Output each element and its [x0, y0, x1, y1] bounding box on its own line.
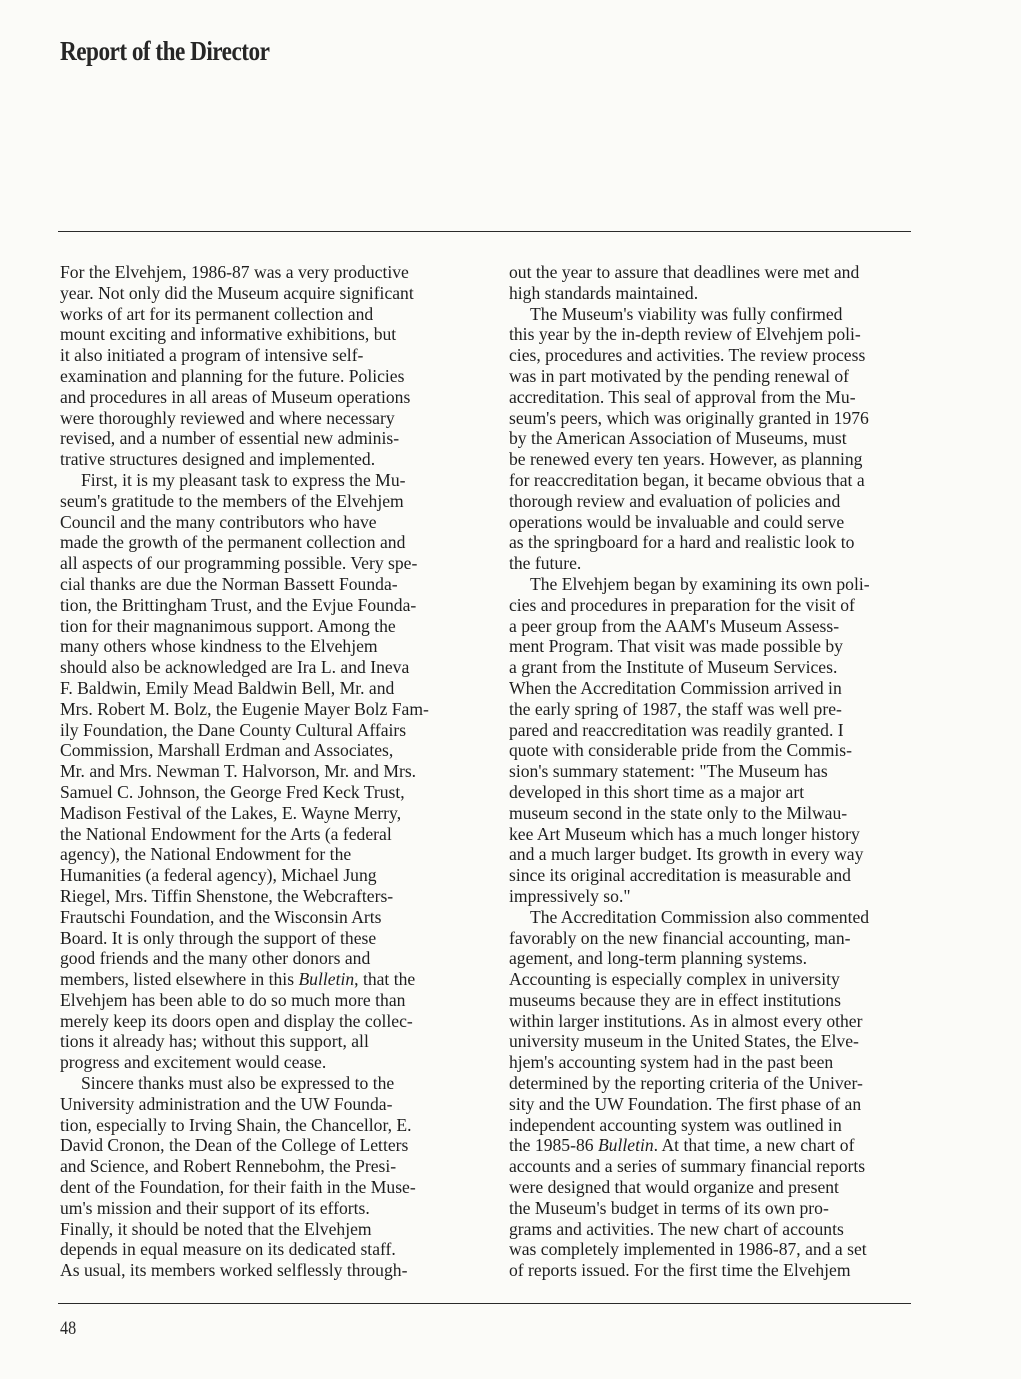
text-line: favorably on the new financial accounting, man- — [509, 927, 851, 948]
italic-title: Bulletin — [298, 969, 355, 990]
italic-title: Bulletin — [597, 1135, 654, 1156]
text-line: works of art for its permanent collection and — [60, 303, 374, 324]
text-line: Accounting is especially complex in university — [509, 969, 840, 990]
text-line: and procedures in all areas of Museum operations — [60, 386, 411, 407]
text-line: a peer group from the AAM's Museum Assess- — [509, 615, 840, 636]
text-line: When the Accreditation Commission arrived in — [509, 677, 842, 698]
text-line: good friends and the many other donors and — [60, 948, 371, 969]
text-line: a grant from the Institute of Museum Services. — [509, 657, 838, 678]
text-line: ily Foundation, the Dane County Cultural Affairs — [60, 719, 407, 740]
text-line: examination and planning for the future. Policies — [60, 365, 405, 386]
text-line: University administration and the UW Founda- — [60, 1093, 393, 1114]
text-line: The Museum's viability was fully confirmed — [530, 303, 843, 324]
text-line: the Museum's budget in terms of its own pro- — [509, 1197, 829, 1218]
text-line: tion, the Brittingham Trust, and the Evjue Founda- — [60, 594, 417, 615]
page-number: 48 — [60, 1318, 77, 1339]
text-line: ment Program. That visit was made possible by — [509, 636, 843, 657]
text-line: should also be acknowledged are Ira L. and Ineva — [60, 657, 410, 678]
text-line: Commission, Marshall Erdman and Associates, — [60, 740, 394, 761]
text-line: cial thanks are due the Norman Bassett Founda- — [60, 573, 398, 594]
text-line: was completely implemented in 1986-87, and a set — [509, 1239, 867, 1260]
text-line: be renewed every ten years. However, as planning — [509, 449, 863, 470]
text-line: out the year to assure that deadlines were met and — [509, 262, 860, 282]
text-line: um's mission and their support of its efforts. — [60, 1197, 370, 1218]
text-line: hjem's accounting system had in the past been — [509, 1052, 834, 1073]
text-line: Madison Festival of the Lakes, E. Wayne Merry, — [60, 802, 402, 823]
text-line: by the American Association of Museums, must — [509, 428, 847, 449]
left-column — [60, 262, 468, 1281]
text-line: depends in equal measure on its dedicated staff. — [60, 1239, 396, 1260]
right-column — [509, 262, 917, 1281]
text-fragment: . At that time, a new chart of — [653, 1135, 855, 1156]
text-line — [60, 969, 468, 990]
text-line: was in part motivated by the pending renewal of — [509, 365, 850, 386]
text-line: accounts and a series of summary financial reports — [509, 1156, 866, 1177]
text-line: mount exciting and informative exhibitions, but — [60, 324, 397, 345]
text-line — [509, 1135, 917, 1156]
text-line: and a much larger budget. Its growth in every way — [509, 844, 864, 865]
text-line: Mrs. Robert M. Bolz, the Eugenie Mayer Bolz Fam- — [60, 698, 429, 719]
text-line: sion's summary statement: "The Museum has — [509, 761, 828, 782]
text-line: impressively so." — [509, 885, 631, 906]
text-line: The Accreditation Commission also commented — [530, 906, 870, 927]
text-line: kee Art Museum which has a much longer history — [509, 823, 860, 844]
text-line: tions it already has; without this support, all — [60, 1031, 369, 1052]
running-head: Report of the Director — [60, 36, 270, 66]
text-line: progress and excitement would cease. — [60, 1052, 327, 1073]
text-line: thorough review and evaluation of policies and — [509, 490, 841, 511]
text-line: tion for their magnanimous support. Among the — [60, 615, 396, 636]
text-line: high standards maintained. — [509, 282, 699, 303]
text-fragment: the 1985-86 — [509, 1135, 598, 1156]
text-line: trative structures designed and implemented. — [60, 449, 376, 470]
text-line: revised, and a number of essential new adminis- — [60, 428, 400, 449]
text-line: year. Not only did the Museum acquire significant — [60, 282, 414, 303]
text-line: merely keep its doors open and display the collec- — [60, 1010, 413, 1031]
text-line: agency), the National Endowment for the — [60, 844, 352, 865]
text-line: since its original accreditation is measurable and — [509, 865, 851, 886]
text-line: all aspects of our programming possible. Very spe- — [60, 553, 418, 574]
text-line: accreditation. This seal of approval from the Mu- — [509, 386, 856, 407]
text-line: developed in this short time as a major art — [509, 781, 805, 802]
bottom-rule — [58, 1303, 911, 1304]
text-line: of reports issued. For the first time the Elvehjem — [509, 1260, 851, 1281]
text-line: sity and the UW Foundation. The first phase of an — [509, 1093, 862, 1114]
text-line: Humanities (a federal agency), Michael Jung — [60, 865, 377, 886]
text-line: Samuel C. Johnson, the George Fred Keck Trust, — [60, 781, 405, 802]
text-line: many others whose kindness to the Elvehjem — [60, 636, 378, 657]
text-line: Frautschi Foundation, and the Wisconsin Arts — [60, 906, 382, 927]
text-line: First, it is my pleasant task to express the Mu- — [81, 469, 406, 490]
text-line: seum's peers, which was originally granted in 1976 — [509, 407, 869, 428]
text-line: as the springboard for a hard and realistic look to — [509, 532, 855, 553]
text-line: the future. — [509, 553, 582, 574]
text-line: David Cronon, the Dean of the College of Letters — [60, 1135, 409, 1156]
text-line: quote with considerable pride from the Commis- — [509, 740, 853, 761]
text-line: university museum in the United States, the Elve- — [509, 1031, 859, 1052]
text-line: it also initiated a program of intensive self- — [60, 345, 364, 366]
text-line: Finally, it should be noted that the Elvehjem — [60, 1218, 372, 1239]
text-line: seum's gratitude to the members of the Elvehjem — [60, 490, 404, 511]
top-rule — [58, 231, 911, 232]
text-line: pared and reaccreditation was readily granted. I — [509, 719, 844, 740]
text-line: were thoroughly reviewed and where necessary — [60, 407, 395, 428]
text-line: Riegel, Mrs. Tiffin Shenstone, the Webcrafters- — [60, 885, 394, 906]
text-line: agement, and long-term planning systems. — [509, 948, 808, 969]
text-line: were designed that would organize and present — [509, 1177, 839, 1198]
text-line: determined by the reporting criteria of the Univer- — [509, 1073, 863, 1094]
text-line: museum second in the state only to the Milwau- — [509, 802, 848, 823]
text-line: within larger institutions. As in almost every other — [509, 1010, 863, 1031]
text-line: grams and activities. The new chart of accounts — [509, 1218, 844, 1239]
text-line: cies, procedures and activities. The review process — [509, 345, 866, 366]
text-line: operations would be invaluable and could serve — [509, 511, 845, 532]
text-line: F. Baldwin, Emily Mead Baldwin Bell, Mr. and — [60, 677, 395, 698]
text-line: Sincere thanks must also be expressed to the — [81, 1073, 395, 1094]
text-line: made the growth of the permanent collection and — [60, 532, 406, 553]
text-line: For the Elvehjem, 1986-87 was a very productive — [60, 262, 409, 282]
text-line: Mr. and Mrs. Newman T. Halvorson, Mr. and Mrs. — [60, 761, 417, 782]
text-line: the National Endowment for the Arts (a federal — [60, 823, 392, 844]
text-line: Council and the many contributors who have — [60, 511, 377, 532]
text-line: dent of the Foundation, for their faith in the Muse- — [60, 1177, 416, 1198]
text-line: cies and procedures in preparation for the visit of — [509, 594, 855, 615]
text-line: this year by the in-depth review of Elvehjem poli- — [509, 324, 861, 345]
text-line: Board. It is only through the support of these — [60, 927, 377, 948]
text-line: and Science, and Robert Rennebohm, the Presi- — [60, 1156, 397, 1177]
text-line: museums because they are in effect institutions — [509, 989, 841, 1010]
text-line: for reaccreditation began, it became obvious that a — [509, 469, 865, 490]
text-line: tion, especially to Irving Shain, the Chancellor, E. — [60, 1114, 412, 1135]
text-line: the early spring of 1987, the staff was well pre- — [509, 698, 842, 719]
text-line: Elvehjem has been able to do so much more than — [60, 989, 406, 1010]
text-fragment: members, listed elsewhere in this — [60, 969, 299, 990]
text-line: As usual, its members worked selflessly through- — [60, 1260, 408, 1281]
text-fragment: , that the — [354, 969, 416, 990]
text-line: The Elvehjem began by examining its own poli- — [530, 573, 870, 594]
text-line: independent accounting system was outlined in — [509, 1114, 842, 1135]
